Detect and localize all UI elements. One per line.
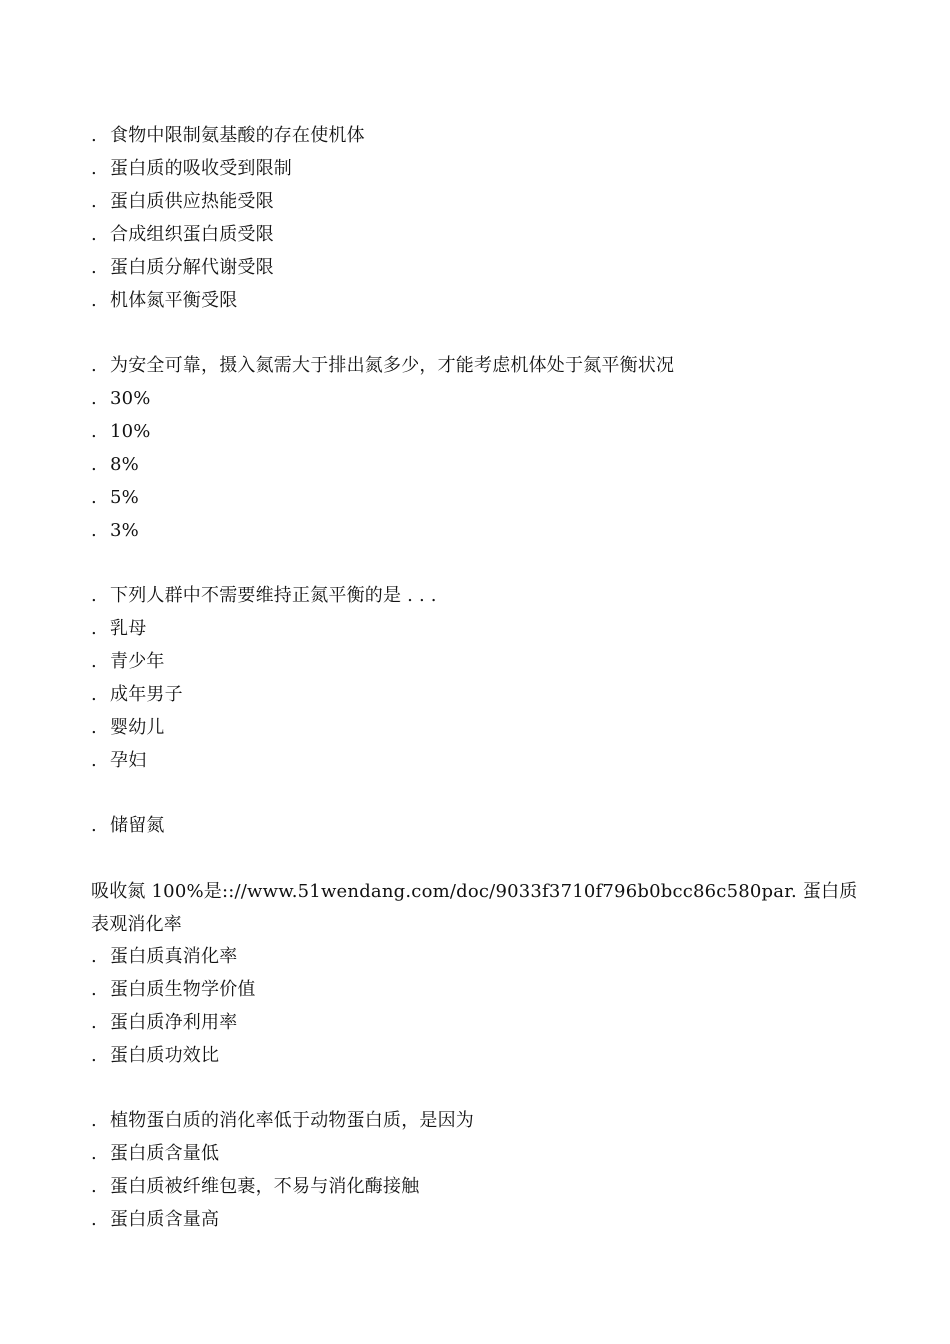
option-text: 成年男子 (110, 684, 183, 705)
option-text: 5% (110, 487, 139, 508)
option (91, 978, 256, 1002)
option (91, 683, 183, 707)
bullet: . (91, 979, 97, 1000)
bullet: . (91, 946, 97, 967)
bullet: . (91, 651, 97, 672)
option-text: 蛋白质生物学价值 (110, 979, 256, 1000)
bullet: . (91, 290, 97, 311)
bullet: . (91, 421, 97, 442)
option (91, 1208, 219, 1232)
option (91, 650, 165, 674)
option-text: 机体氮平衡受限 (110, 290, 238, 311)
bullet: . (91, 257, 97, 278)
question-1 (91, 124, 365, 148)
option-text: 蛋白质净利用率 (110, 1012, 238, 1033)
bullet: . (91, 355, 97, 376)
bullet: . (91, 454, 97, 475)
option-text: 婴幼儿 (110, 717, 165, 738)
bullet: . (91, 1012, 97, 1033)
option (91, 387, 151, 411)
fragment-text: 储留氮 (110, 815, 165, 836)
question-2 (91, 354, 674, 378)
option-text: 10% (110, 421, 151, 442)
option-text: 乳母 (110, 618, 147, 639)
option (91, 617, 146, 641)
bullet: . (91, 158, 97, 179)
option (91, 256, 274, 280)
option-text: 孕妇 (110, 750, 147, 771)
bullet: . (91, 815, 97, 836)
option-text: 蛋白质真消化率 (110, 946, 238, 967)
option-text: 蛋白质的吸收受到限制 (110, 158, 292, 179)
option (91, 1011, 237, 1035)
option-text: 蛋白质供应热能受限 (110, 191, 274, 212)
bullet: . (91, 1110, 97, 1131)
option-text: 3% (110, 520, 139, 541)
option (91, 190, 274, 214)
bullet: . (91, 684, 97, 705)
bullet: . (91, 750, 97, 771)
fragment-line (91, 814, 165, 838)
bullet: . (91, 585, 97, 606)
bullet: . (91, 224, 97, 245)
option (91, 453, 139, 477)
bullet: . (91, 388, 97, 409)
option (91, 1175, 419, 1199)
option-text: 蛋白质功效比 (110, 1045, 220, 1066)
bullet: . (91, 1045, 97, 1066)
question-text: 植物蛋白质的消化率低于动物蛋白质，是因为 (110, 1110, 474, 1131)
option (91, 519, 139, 543)
option (91, 1044, 219, 1068)
option-text: 合成组织蛋白质受限 (110, 224, 274, 245)
bullet: . (91, 125, 97, 146)
option (91, 945, 237, 969)
bullet: . (91, 1209, 97, 1230)
bullet: . (91, 1176, 97, 1197)
formula-paragraph: 吸收氮 100%是:://www.51wendang.com/doc/9033f3710f796b0bcc86c580par. 蛋白质表观消化率 (91, 881, 858, 935)
option (91, 1142, 219, 1166)
option-text: 8% (110, 454, 139, 475)
question-text: 为安全可靠，摄入氮需大于排出氮多少，才能考虑机体处于氮平衡状况 (110, 355, 675, 376)
option-text: 蛋白质分解代谢受限 (110, 257, 274, 278)
option (91, 289, 237, 313)
option-text: 蛋白质含量高 (110, 1209, 220, 1230)
bullet: . (91, 191, 97, 212)
bullet: . (91, 1143, 97, 1164)
option (91, 749, 146, 773)
option (91, 420, 151, 444)
option-text: 蛋白质被纤维包裹，不易与消化酶接触 (110, 1176, 420, 1197)
option (91, 157, 292, 181)
option (91, 486, 139, 510)
question-text: 食物中限制氨基酸的存在使机体 (110, 125, 365, 146)
bullet: . (91, 520, 97, 541)
option-text: 青少年 (110, 651, 165, 672)
question-5 (91, 1109, 474, 1133)
option-text: 蛋白质含量低 (110, 1143, 220, 1164)
bullet: . (91, 618, 97, 639)
bullet: . (91, 717, 97, 738)
question-text: 下列人群中不需要维持正氮平衡的是 . . . (110, 585, 437, 606)
option (91, 716, 165, 740)
option (91, 223, 274, 247)
question-3 (91, 584, 437, 608)
bullet: . (91, 487, 97, 508)
option-text: 30% (110, 388, 151, 409)
